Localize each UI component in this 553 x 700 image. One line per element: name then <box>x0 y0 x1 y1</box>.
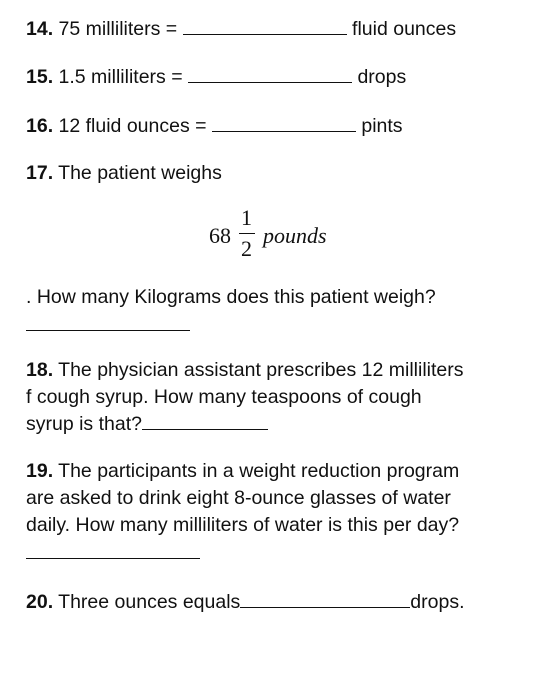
question-number: 17. <box>26 162 54 184</box>
question-number: 20. <box>26 591 54 613</box>
fraction-bar <box>239 233 255 234</box>
question-text: The participants in a weight reduction program <box>53 460 460 482</box>
question-text: The physician assistant prescribes 12 milliliters <box>53 359 464 381</box>
whole-number: 68 <box>209 223 231 248</box>
unit-label: pints <box>361 115 403 137</box>
answer-blank[interactable] <box>188 64 352 83</box>
question-number: 18. <box>26 359 54 381</box>
question-number: 16. <box>26 115 54 137</box>
question-number: 14. <box>26 18 54 40</box>
question-text: . How many Kilograms does this patient weigh? <box>26 286 436 308</box>
answer-blank-19[interactable] <box>26 558 200 559</box>
answer-blank[interactable] <box>142 411 268 430</box>
weight-mixed-number <box>209 205 369 263</box>
answer-blank[interactable] <box>183 16 347 35</box>
fraction-numerator: 1 <box>241 205 252 230</box>
question-text: 12 fluid ounces = <box>53 115 212 137</box>
answer-blank[interactable] <box>240 589 410 608</box>
answer-blank[interactable] <box>212 113 356 132</box>
question-19 <box>26 458 526 539</box>
question-18 <box>26 357 526 438</box>
question-line: daily. How many milliliters of water is this per day? <box>26 514 460 536</box>
question-14 <box>26 16 456 42</box>
question-text: The patient weighs <box>53 162 222 184</box>
weight-unit: pounds <box>263 223 327 248</box>
question-number: 19. <box>26 460 54 482</box>
question-line <box>26 458 526 485</box>
question-line: are asked to drink eight 8-ounce glasses of water <box>26 487 451 509</box>
question-line: f cough syrup. How many teaspoons of cough <box>26 386 422 408</box>
question-text: 75 milliliters = <box>53 18 183 40</box>
question-text: syrup is that? <box>26 413 142 435</box>
question-number: 15. <box>26 66 54 88</box>
answer-blank-17[interactable] <box>26 330 190 331</box>
question-17 <box>26 160 222 186</box>
question-20 <box>26 589 465 615</box>
unit-label: fluid ounces <box>352 18 457 40</box>
question-line <box>26 411 526 438</box>
unit-label: drops <box>357 66 407 88</box>
question-15 <box>26 64 406 90</box>
unit-label: drops. <box>410 591 465 613</box>
question-16 <box>26 113 403 139</box>
question-17-prompt <box>26 284 436 310</box>
question-text: 1.5 milliliters = <box>53 66 189 88</box>
question-text: Three ounces equals <box>53 591 241 613</box>
question-line <box>26 357 526 384</box>
fraction-denominator: 2 <box>241 236 252 261</box>
